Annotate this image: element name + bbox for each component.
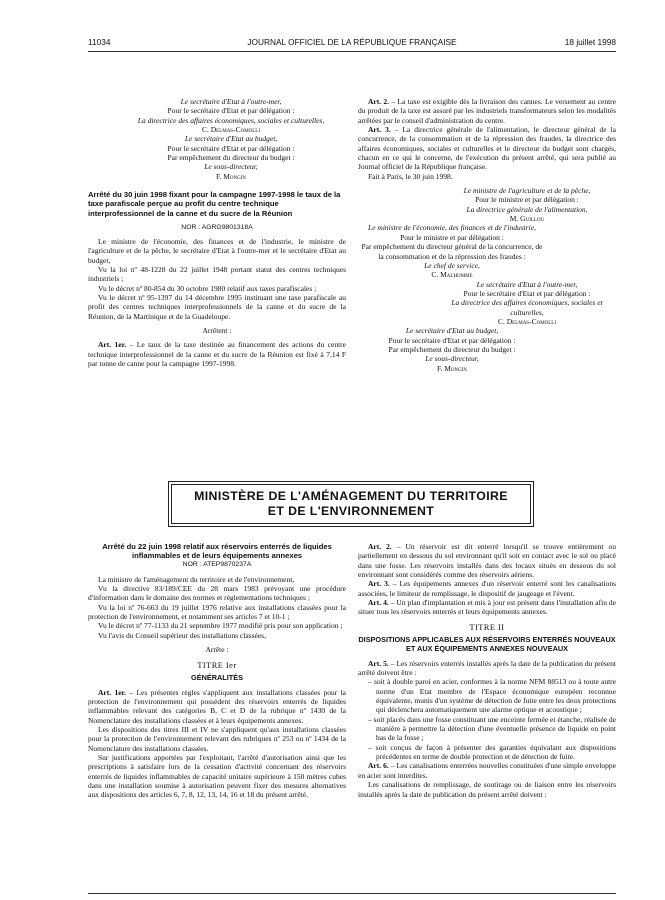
signature-line: Le secrétaire d'Etat au budget, <box>184 134 278 144</box>
arrete2-article-6: Art. 6. – Les canalisations enterrées nouvelles constituées d'une simple enveloppe en acier sont interdites. <box>358 761 616 780</box>
page-header <box>88 37 616 49</box>
signature-line: F. Mongin <box>436 363 468 373</box>
left-column-top <box>88 97 346 369</box>
arrete2-title: Arrêté du 22 juin 1998 relatif aux réservoirs enterrés de liquides inflammables et de leurs équipements annexes <box>102 542 332 561</box>
block1-signatures <box>88 97 346 181</box>
right-column-top <box>358 97 616 373</box>
signature-line: Le secrétaire d'Etat à l'outre-mer, <box>180 97 282 106</box>
signature-line: C. Delmas-Comolli <box>497 316 557 326</box>
ministere-line-2: ET DE L'ENVIRONNEMENT <box>267 504 435 518</box>
signature-line: Le secrétaire d'Etat à l'outre-mer, <box>476 279 578 289</box>
signature-line: Par empêchement du directeur général de la concurrence, de la consommation et de la répression des fraudes : <box>361 242 543 261</box>
signature-line: Pour le ministre et par délégation : <box>475 195 579 205</box>
arrete1-article-1: Art. 1er. – Le taux de la taxe destinée au financement des actions du centre technique interprofessionnel de la canne et du sucre de la Réunion est fixé à 7,14 F par tonne de canne pour la campagne 1997-1998. <box>88 340 346 369</box>
signature-line: Le chef de service, <box>424 260 480 270</box>
arrete1-article-3: Art. 3. – La directrice générale de l'alimentation, le directeur général de la concurrence, de la consommation et de la répression des fraudes, la directrice des affaires économiques, sociales et culturelles et le directeur du budget sont chargés, chacun en ce qui le concerne, de l'exécution du présent arrêté, qui sera publié au Journal officiel de la République française. <box>358 125 616 172</box>
arrete2-article-4: Art. 4. – Un plan d'implantation et mis à jour est présent dans l'installation afin de situer tous les réservoirs enterrés et leurs équipements annexes. <box>358 598 616 617</box>
arrete2-visa-1: Vu la directive 83/189/CEE du 28 mars 1983 prévoyant une procédure d'information dans le domaine des normes et réglementations techniques ; <box>88 584 346 603</box>
signature-line: C. Malhomme <box>431 270 473 280</box>
arrete2-article-3: Art. 3. – Les équipements annexes d'un réservoir enterré sont les canalisations associées, le limiteur de remplissage, le dispositif de jaugeage et l'évent. <box>358 579 616 598</box>
signature-line: Pour le ministre et par délégation : <box>400 232 504 242</box>
titre-1-name: GÉNÉRALITÉS <box>191 672 243 682</box>
signature-line: Pour le secrétaire d'Etat et par délégation : <box>463 288 591 298</box>
signature-line: Pour le secrétaire d'Etat et par délégation : <box>388 335 516 345</box>
signature-line: F. Mongin <box>215 171 247 181</box>
arrete1-visa-1: Vu la loi nº 48-1228 du 22 juillet 1948 portant statut des centres techniques industriels ; <box>88 265 346 284</box>
arrete1-visa-3: Vu le décret nº 95-1397 du 14 décembre 1995 instituant une taxe parafiscale au profit des centres techniques interprofessionnels de la canne et du sucre de la Réunion, de la Martinique et de la Guadeloupe. <box>88 293 346 321</box>
ministere-line-1: MINISTÈRE DE L'AMÉNAGEMENT DU TERRITOIRE <box>194 489 508 503</box>
arrete2-visa-3: Vu le décret nº 77-1133 du 21 septembre 1977 modifié pris pour son application ; <box>98 621 343 631</box>
left-column-bottom <box>88 542 346 800</box>
signature-line: Le ministre de l'agriculture et de la pêche, <box>463 186 591 196</box>
arrete1-article-2: Art. 2. – La taxe est exigible dès la livraison des cannes. Le versement au centre du produit de la taxe est assuré par les industriels transformateurs selon les modalités arrêtées par le conseil d'administration du centre. <box>358 97 616 125</box>
journal-title: JOURNAL OFFICIEL DE LA RÉPUBLIQUE FRANÇAISE <box>247 37 457 47</box>
signature-line: Par empêchement du directeur du budget : <box>388 344 516 354</box>
arrete1-signatures <box>358 186 616 373</box>
arrete2-article-1-p2: Les dispositions des titres III et IV ne s'appliquent qu'aux installations classées pour la protection de l'environnement relevant des rubriques nº 253 ou nº 1434 de la Nomenclature des installations classées. <box>88 725 346 753</box>
arrete2-article-2: Art. 2. – Un réservoir est dit enterré lorsqu'il se trouve entièrement ou partiellement en dessous du sol environnant qu'il soit en contact avec le sol ou placé dans une fosse. Les réservoirs installés dans des locaux situés en dessous du sol environnant sont considérés comme des réservoirs aériens. <box>358 542 616 580</box>
titre-1: TITRE Ier <box>197 660 237 670</box>
titre-2-name: DISPOSITIONS APPLICABLES AUX RÉSERVOIRS ENTERRÉS NOUVEAUX ET AUX ÉQUIPEMENTS ANNEXES NOUVEAUX <box>358 635 616 653</box>
arrete1-arretent: Arrêtent : <box>202 326 232 336</box>
signature-line: Par empêchement du directeur du budget : <box>167 153 295 163</box>
arrete2-article-6-p2: Les canalisations de remplissage, de soutirage ou de liaison entre les réservoirs installés après la date de publication du présent arrêté doivent : <box>358 780 616 799</box>
header-rule <box>88 51 616 52</box>
arrete1-nor: NOR : AGRG9801318A <box>181 223 253 231</box>
right-column-bottom <box>358 542 616 799</box>
signature-line: M. Guillou <box>509 214 545 224</box>
arrete2-visa-4: Vu l'avis du Conseil supérieur des installations classées, <box>98 630 266 640</box>
article-5-item-3: – soit conçus de façon à présenter des garanties équivalant aux dispositions précédentes en terme de double protection et de détection de fuite. <box>368 742 616 762</box>
arrete2-arrete: Arrête : <box>205 645 229 655</box>
arrete1-visa-2: Vu le décret nº 80-854 du 30 octobre 1980 relatif aux taxes parafiscales ; <box>98 283 317 293</box>
titre-2: TITRE II <box>469 622 505 632</box>
arrete1-preamble: Le ministre de l'économie, des finances et de l'industrie, le ministre de l'agriculture et de la pêche, le secrétaire d'Etat à l'outre-mer et le secrétaire d'Etat au budget, <box>88 237 346 265</box>
signature-line: La directrice des affaires économiques, sociales et culturelles, <box>137 115 325 125</box>
arrete2-article-1-p3: Sur justifications apportées par l'exploitant, l'arrêté d'autorisation ainsi que les prescriptions à satisfaire lors de la cessation d'activité concernant des réservoirs enterrés de liquides inflammables de capacité unitaire supérieure à 150 mètres cubes dans une installation soumise à autorisation peuvent fixer des mesures alternatives aux dispositions des articles 6, 7, 8, 12, 13, 14, 16 et 18 du présent arrêté. <box>88 753 346 800</box>
signature-line: C. Delmas-Comolli <box>201 125 261 135</box>
signature-line: Le sous-directeur, <box>425 354 479 364</box>
footer-rule <box>88 893 616 894</box>
arrete2-article-1: Art. 1er. – Les présentes règles s'appliquent aux installations classées pour la protection de l'environnement qui possèdent des réservoirs enterrés de liquides inflammables relevant des catégories B, C et D de la rubrique nº 1430 de la Nomenclature des installations classées et à leurs équipements annexes. <box>88 687 346 725</box>
signature-line: Pour le secrétaire d'Etat et par délégation : <box>167 143 295 153</box>
arrete2-preamble: La ministre de l'aménagement du territoire et de l'environnement, <box>98 574 295 584</box>
article-5-item-1: – soit à double paroi en acier, conformes à la norme NFM 88513 ou à toute autre norme d'un Etat membre de l'Espace économique européen reconnue équivalente, munis d'un système de détection de fuite entre les deux protections qui déclenchera automatiquement une alarme optique et acoustique ; <box>368 677 616 715</box>
ministere-banner <box>171 484 531 524</box>
arrete1-fait: Fait à Paris, le 30 juin 1998. <box>368 171 453 181</box>
article-5-item-2: – soit placés dans une fosse constituant une enceinte fermée et étanche, réalisée de manière à permettre la détection d'une éventuelle présence de liquide en point bas de la fosse ; <box>368 714 616 743</box>
signature-line: Pour le secrétaire d'Etat et par délégation : <box>167 106 295 116</box>
page-number: 11034 <box>88 37 111 47</box>
issue-date: 18 juillet 1998 <box>564 37 616 47</box>
signature-line: Le ministre de l'économie, des finances et de l'industrie, <box>368 223 536 233</box>
arrete2-nor: NOR : ATEP9870237A <box>182 561 252 569</box>
signature-line: Le sous-directeur, <box>204 162 258 172</box>
signature-line: La directrice des affaires économiques, sociales et culturelles, <box>451 298 603 317</box>
arrete2-visa-2: Vu la loi nº 76-663 du 19 juillet 1976 relative aux installations classées pour la protection de l'environnement, et notamment ses articles 7 et 10-1 ; <box>88 602 346 622</box>
arrete2-article-5: Art. 5. – Les réservoirs enterrés installés après la date de la publication du présent arrêté doivent être : <box>358 658 616 678</box>
arrete1-title: Arrêté du 30 juin 1998 fixant pour la campagne 1997-1998 le taux de la taxe parafiscale perçue au profit du centre technique interprofessionnel de la canne et du sucre de la Réunion <box>88 190 341 218</box>
signature-line: La directrice générale de l'alimentation, <box>466 204 588 214</box>
signature-line: Le secrétaire d'Etat au budget, <box>405 326 499 336</box>
